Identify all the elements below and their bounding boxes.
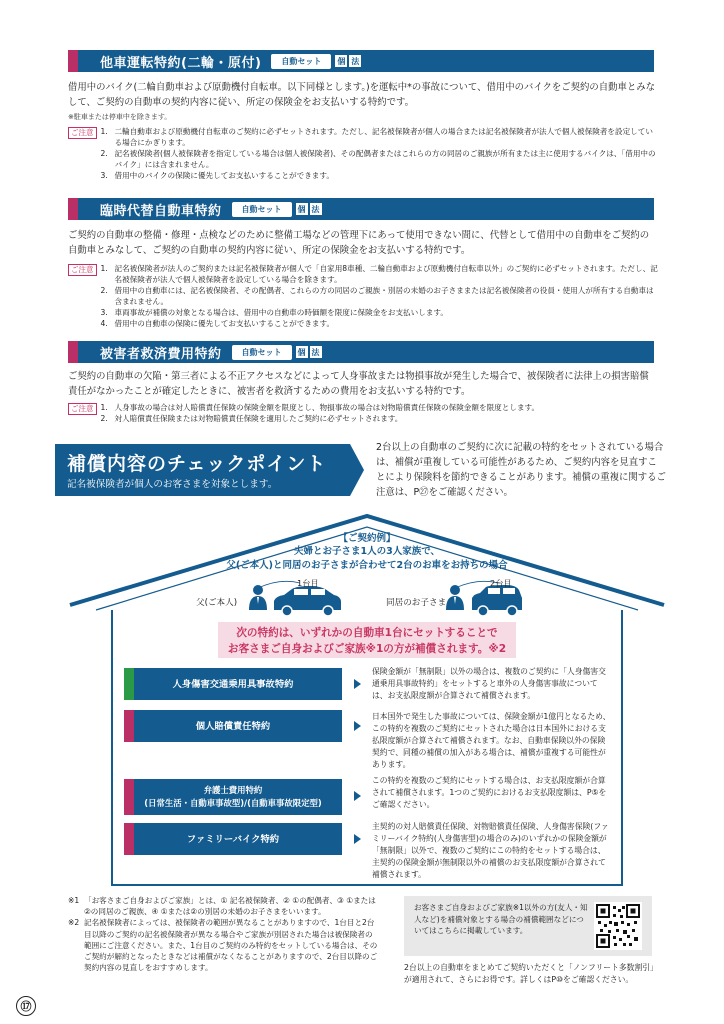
list-item: 1. 人身事故の場合は対人賠償責任保険の保険金額を限度とし、物損事故の場合は対物賠償責任保険の保険金額を限度とします。 xyxy=(100,403,540,412)
auto-set-badge: 自動セット xyxy=(271,54,331,69)
individual-badge: 個 xyxy=(297,204,306,214)
list-item: 2. 借用中の自動車には、記名被保険者、その配偶者、これらの方の同居のご親族・別居の未婚のお子さままたは記名被保険者の役員・使用人が所有する自動車は含まれません。 xyxy=(100,286,654,306)
section-note: ※駐車または停車中を除きます。 xyxy=(68,113,172,121)
notice-line-1: 次の特約は、いずれかの自動車1台にセットすることで xyxy=(236,627,498,639)
arrow-icon xyxy=(354,791,361,801)
section-body: ご契約の自動車の欠陥・第三者による不正アクセスなどによって人身事故または物損事故が発生した場合で、被保険者に法律上の損害賠償責任がなかったことが確定したときに、被害者を救済するための費用をお支払いする特約です。 xyxy=(68,371,649,397)
rider-description: 主契約の対人賠償責任保険、対物賠償責任保険、人身傷害保険(ファミリーバイク特約(人身傷害型)の場合のみ)のいずれかの保険金額が「無制限」以外で、複数のご契約にこの特約をセットする場合は、主契約の保険金額が無制限以外の補償のお支払限度額が合算されて補償されます。 xyxy=(372,822,609,879)
section-title: 他車運転特約(二輪・原付) xyxy=(100,55,262,71)
connector-1 xyxy=(258,581,300,588)
section-title: 被害者救済費用特約 xyxy=(100,346,222,362)
rider-strip xyxy=(124,823,134,855)
car-1-icon xyxy=(274,586,341,616)
checkpoint-subtitle: 記名被保険者が個人のお客さまを対象とします。 xyxy=(67,479,278,490)
corporate-badge: 法 xyxy=(311,204,320,214)
example-line-1: 夫婦とお子さま1人の3人家族で、 xyxy=(293,546,441,557)
rider-label: 人身傷害交通乗用具事故特約 xyxy=(172,678,294,690)
section-body: ご契約の自動車の整備・修理・点検などのために整備工場などの管理下にあって使用できない間に、代替として借用中の自動車をご契約の自動車とみなして、ご契約の自動車の契約内容に従い、所定の保険金をお支払いする特約です。 xyxy=(68,230,650,256)
father-label: 父(ご本人) xyxy=(196,598,238,608)
caution-label: ご注意 xyxy=(68,264,97,276)
car-1-label: 1台目 xyxy=(297,578,319,588)
rider-family-bike xyxy=(124,823,342,855)
info-box xyxy=(404,896,652,956)
rider-personal-liability xyxy=(124,710,342,742)
rider-description: 保険金額が「無制限」以外の場合は、複数のご契約に「人身傷害交通乗用具事故特約」をセットすると車外の人身傷害事故については、お支払限度額が合算されて補償されます。 xyxy=(372,667,606,700)
footnotes xyxy=(68,895,378,973)
list-item: 4. 借用中の自動車の保険に優先してお支払いすることができます。 xyxy=(100,319,335,328)
rider-description: この特約を複数のご契約にセットする場合は、お支払限度額が合算されて補償されます。1つのご契約におけるお支払限度額は、P⑤をご確認ください。 xyxy=(372,776,607,809)
auto-set-badge: 自動セット xyxy=(232,202,292,217)
list-item: 3. 借用中のバイクの保険に優先してお支払いすることができます。 xyxy=(100,171,334,180)
child-person-icon xyxy=(446,585,464,610)
rider-label: ファミリーバイク特約 xyxy=(186,833,280,845)
example-line-2: 父(ご本人)と同居のお子さまが合わせて2台のお車をお持ちの場合 xyxy=(226,560,508,571)
rider-personal-injury xyxy=(124,668,342,700)
checkpoint-title: 補償内容のチェックポイント xyxy=(67,453,327,475)
page-number: ⑰ xyxy=(16,996,36,1016)
list-item: 1. 記名被保険者が法人のご契約または記名被保険者が個人で「自家用8車種、二輪自動車および原動機付自転車以外」のご契約に必ずセットされます。ただし、記名被保険者が法人で個人被保険者を設定している場合を除きます。 xyxy=(100,264,658,284)
rider-strip xyxy=(124,779,134,815)
arrow-icon xyxy=(354,834,361,844)
individual-badge: 個 xyxy=(337,56,346,66)
qr-code-icon xyxy=(594,902,642,950)
rider-description: 日本国外で発生した事故については、保険金額が1億円となるため、この特約を複数のご契約にセットされた場合は日本国外における支払限度額が合算されて補償されます。なお、自動車保険以外の保険契約で、同種の補償の加入がある場合は、補償が重複する可能性があります。 xyxy=(372,712,611,769)
child-label: 同居のお子さま xyxy=(386,598,447,608)
section-title: 臨時代替自動車特約 xyxy=(100,203,222,219)
info-text: お客さまご自身およびご家族※1以外の方(友人・知人など)を補償対象とする場合の補償範囲などについてはこちらに掲載しています。 xyxy=(414,903,588,935)
caution-label: ご注意 xyxy=(68,403,97,415)
list-item: 2. 対人賠償責任保険または対物賠償責任保険を適用したご契約に必ずセットされます。 xyxy=(100,414,403,423)
coverage-notice xyxy=(218,622,516,658)
car-2-icon xyxy=(472,585,522,616)
father-person-icon xyxy=(249,585,267,610)
footnote-1: ※1 「お客さまご自身およびご家族」とは、① 記名被保険者、② ①の配偶者、③ ①または②の同居のご親族、④ ①または②の別居の未婚のお子さまをいいます。 xyxy=(68,896,376,917)
arrow-icon xyxy=(354,679,361,689)
example-heading: 【ご契約例】 xyxy=(338,533,396,544)
corporate-badge: 法 xyxy=(311,347,320,357)
corporate-badge: 法 xyxy=(351,56,360,66)
footnote-2: ※2 記名被保険者によっては、被保険者の範囲が異なることがありますので、1台目と2台目以降のご契約の記名被保険者が異なる場合やご家族が別居された場合は被保険者の範囲にご注意ください。また、1台目のご契約のみ特約をセットしている場合は、そのご契約が解約となったときなどは補償がなくなることがありますので、2台目以降のご契約内容の見直しをおすすめします。 xyxy=(68,918,378,973)
checkpoint-description: 2台以上の自動車のご契約に次に記載の特約をセットされている場合は、補償が重複している可能性があるため、ご契約内容を見直すことにより保険料を節約できることがあります。補償の重複に関するご注意は、P㉗をご確認ください。 xyxy=(376,442,666,498)
car-2-label: 2台目 xyxy=(490,578,512,588)
list-item: 1. 二輪自動車および原動機付自転車のご契約に必ずセットされます。ただし、記名被保険者が個人の場合または記名被保険者が法人で個人被保険者を設定している場合にかぎります。 xyxy=(100,127,653,147)
auto-set-badge: 自動セット xyxy=(232,345,292,360)
rider-label: 弁護士費用特約 (日常生活・自動車事故型)/(自動車事故限定型) xyxy=(144,785,322,808)
rider-label: 個人賠償責任特約 xyxy=(195,720,271,732)
arrow-icon xyxy=(354,721,361,731)
caution-label: ご注意 xyxy=(68,127,97,139)
list-item: 2. 記名被保険者(個人被保険者を指定している場合は個人被保険者)、その配偶者またはこれらの方の同居のご親族が所有または主に使用するバイクは、「借用中のバイク」には含まれません。 xyxy=(100,149,656,169)
footer-text: 2台以上の自動車をまとめてご契約いただくと「ノンフリート多数割引」が適用されて、さらにお得です。詳しくはP⑩をご確認ください。 xyxy=(404,963,654,984)
section-body: 借用中のバイク(二輪自動車および原動機付自転車。以下同様とします。)を運転中*の事故について、借用中のバイクをご契約の自動車とみなして、ご契約の自動車の契約内容に従い、所定の保険金をお支払いする特約です。 xyxy=(68,82,656,108)
list-item: 3. 車両事故が補償の対象となる場合は、借用中の自動車の時価額を限度に保険金をお支払いします。 xyxy=(100,308,449,317)
notice-line-2: お客さまご自身およびご家族※1の方が補償されます。※2 xyxy=(227,643,507,655)
rider-strip xyxy=(124,668,134,700)
qr-code[interactable] xyxy=(594,902,642,950)
individual-badge: 個 xyxy=(297,347,306,357)
rider-lawyer-fee xyxy=(124,779,342,815)
rider-strip xyxy=(124,710,134,742)
